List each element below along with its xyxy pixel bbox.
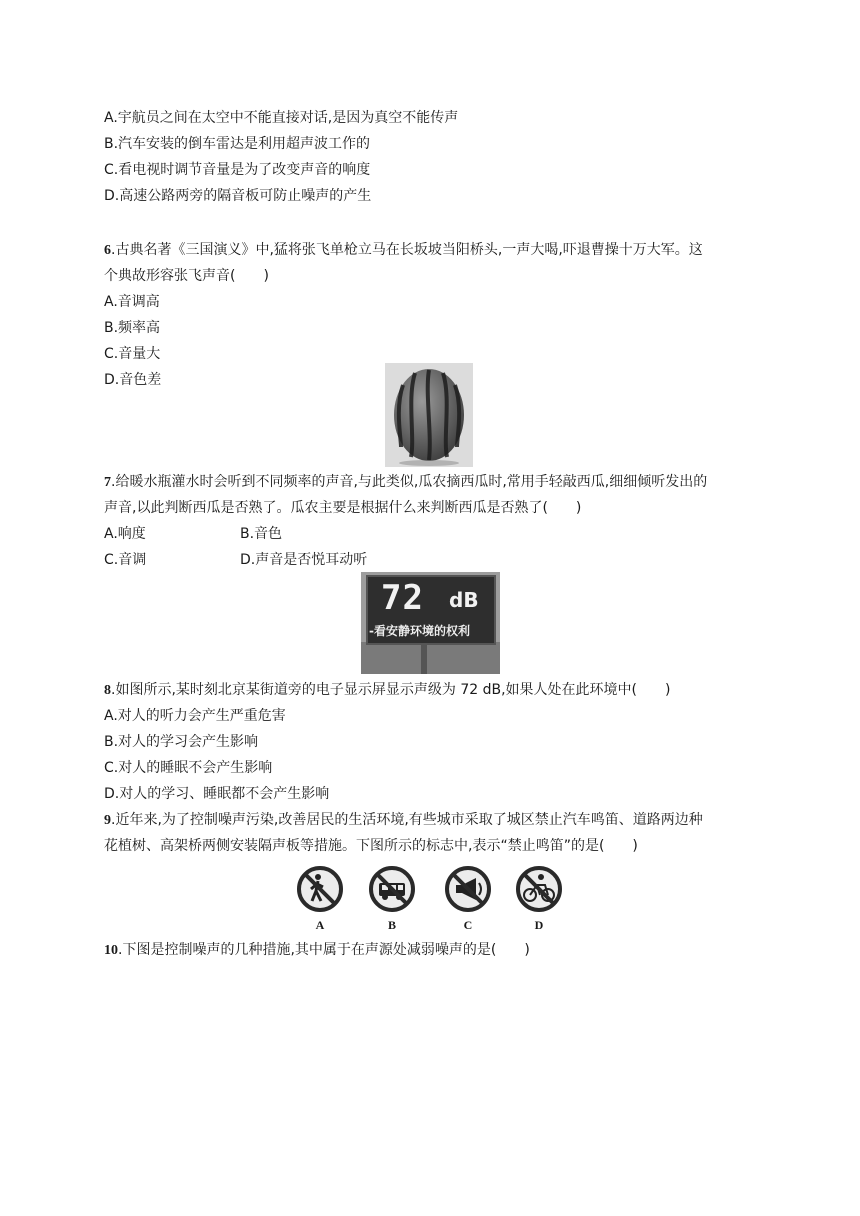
q8-line1: 8.如图所示,某时刻北京某街道旁的电子显示屏显示声级为 72 dB,如果人处在此环境中( ) [104,682,671,698]
no-vehicle-sign [368,865,416,913]
q6-number: 6 [104,243,111,258]
q7-line2: 声音,以此判断西瓜是否熟了。瓜农主要是根据什么来判断西瓜是否熟了( ) [104,500,582,516]
noise-display-figure [361,572,500,674]
no-bicycle-icon [515,865,563,913]
q6-option-c: C.音量大 [104,346,161,362]
q7-number: 7 [104,475,111,490]
q7-option-c: C.音调 [104,552,147,568]
q9-number: 9 [104,813,111,828]
sign-caption: -看安静环境的权利 [369,624,470,638]
q8-option-d: D.对人的学习、睡眠都不会产生影响 [104,786,330,802]
sign-label-a: A [315,918,325,932]
q9-line1: 9.近年来,为了控制噪声污染,改善居民的生活环境,有些城市采取了城区禁止汽车鸣笛、道路两边种 [104,812,703,828]
sign-label-c: C [463,918,473,932]
q8-option-a: A.对人的听力会产生严重危害 [104,708,286,724]
prev-option-d: D.高速公路两旁的隔音板可防止噪声的产生 [104,188,372,204]
sign-label-b: B [387,918,396,932]
q6-line1: 6.古典名著《三国演义》中,猛将张飞单枪立马在长坂坡当阳桥头,一声大喝,吓退曹操十万大军。这 [104,242,703,258]
q7-option-b: B.音色 [240,526,283,542]
q7-option-d: D.声音是否悦耳动听 [240,552,368,568]
q8-option-c: C.对人的睡眠不会产生影响 [104,760,273,776]
watermelon-image [385,363,473,467]
q6-option-d: D.音色差 [104,372,162,388]
no-horn-icon [444,865,492,913]
sign-unit: dB [449,588,479,612]
sign-label-d: D [534,918,544,932]
no-vehicle-icon [368,865,416,913]
watermelon-figure [385,363,473,467]
no-bicycle-sign [515,865,563,913]
q8-number: 8 [104,683,111,698]
q7-line1: 7.给暖水瓶灌水时会听到不同频率的声音,与此类似,瓜农摘西瓜时,常用手轻敲西瓜,细细倾听发出的 [104,474,708,490]
prev-option-c: C.看电视时调节音量是为了改变声音的响度 [104,162,371,178]
no-pedestrian-icon [296,865,344,913]
q10-line1: 10.下图是控制噪声的几种措施,其中属于在声源处减弱噪声的是( ) [104,942,530,958]
prev-option-b: B.汽车安装的倒车雷达是利用超声波工作的 [104,136,371,152]
q9-line2: 花植树、高架桥两侧安装隔声板等措施。下图所示的标志中,表示“禁止鸣笛”的是( ) [104,838,638,854]
q7-option-a: A.响度 [104,526,146,542]
q6-option-a: A.音调高 [104,294,160,310]
prev-option-a: A.宇航员之间在太空中不能直接对话,是因为真空不能传声 [104,110,459,126]
sign-value: 72 [381,578,424,618]
q6-line2: 个典故形容张飞声音( ) [104,268,269,284]
q8-option-b: B.对人的学习会产生影响 [104,734,259,750]
no-pedestrian-sign [296,865,344,913]
q6-option-b: B.频率高 [104,320,161,336]
q10-number: 10 [104,943,118,958]
no-horn-sign [444,865,492,913]
